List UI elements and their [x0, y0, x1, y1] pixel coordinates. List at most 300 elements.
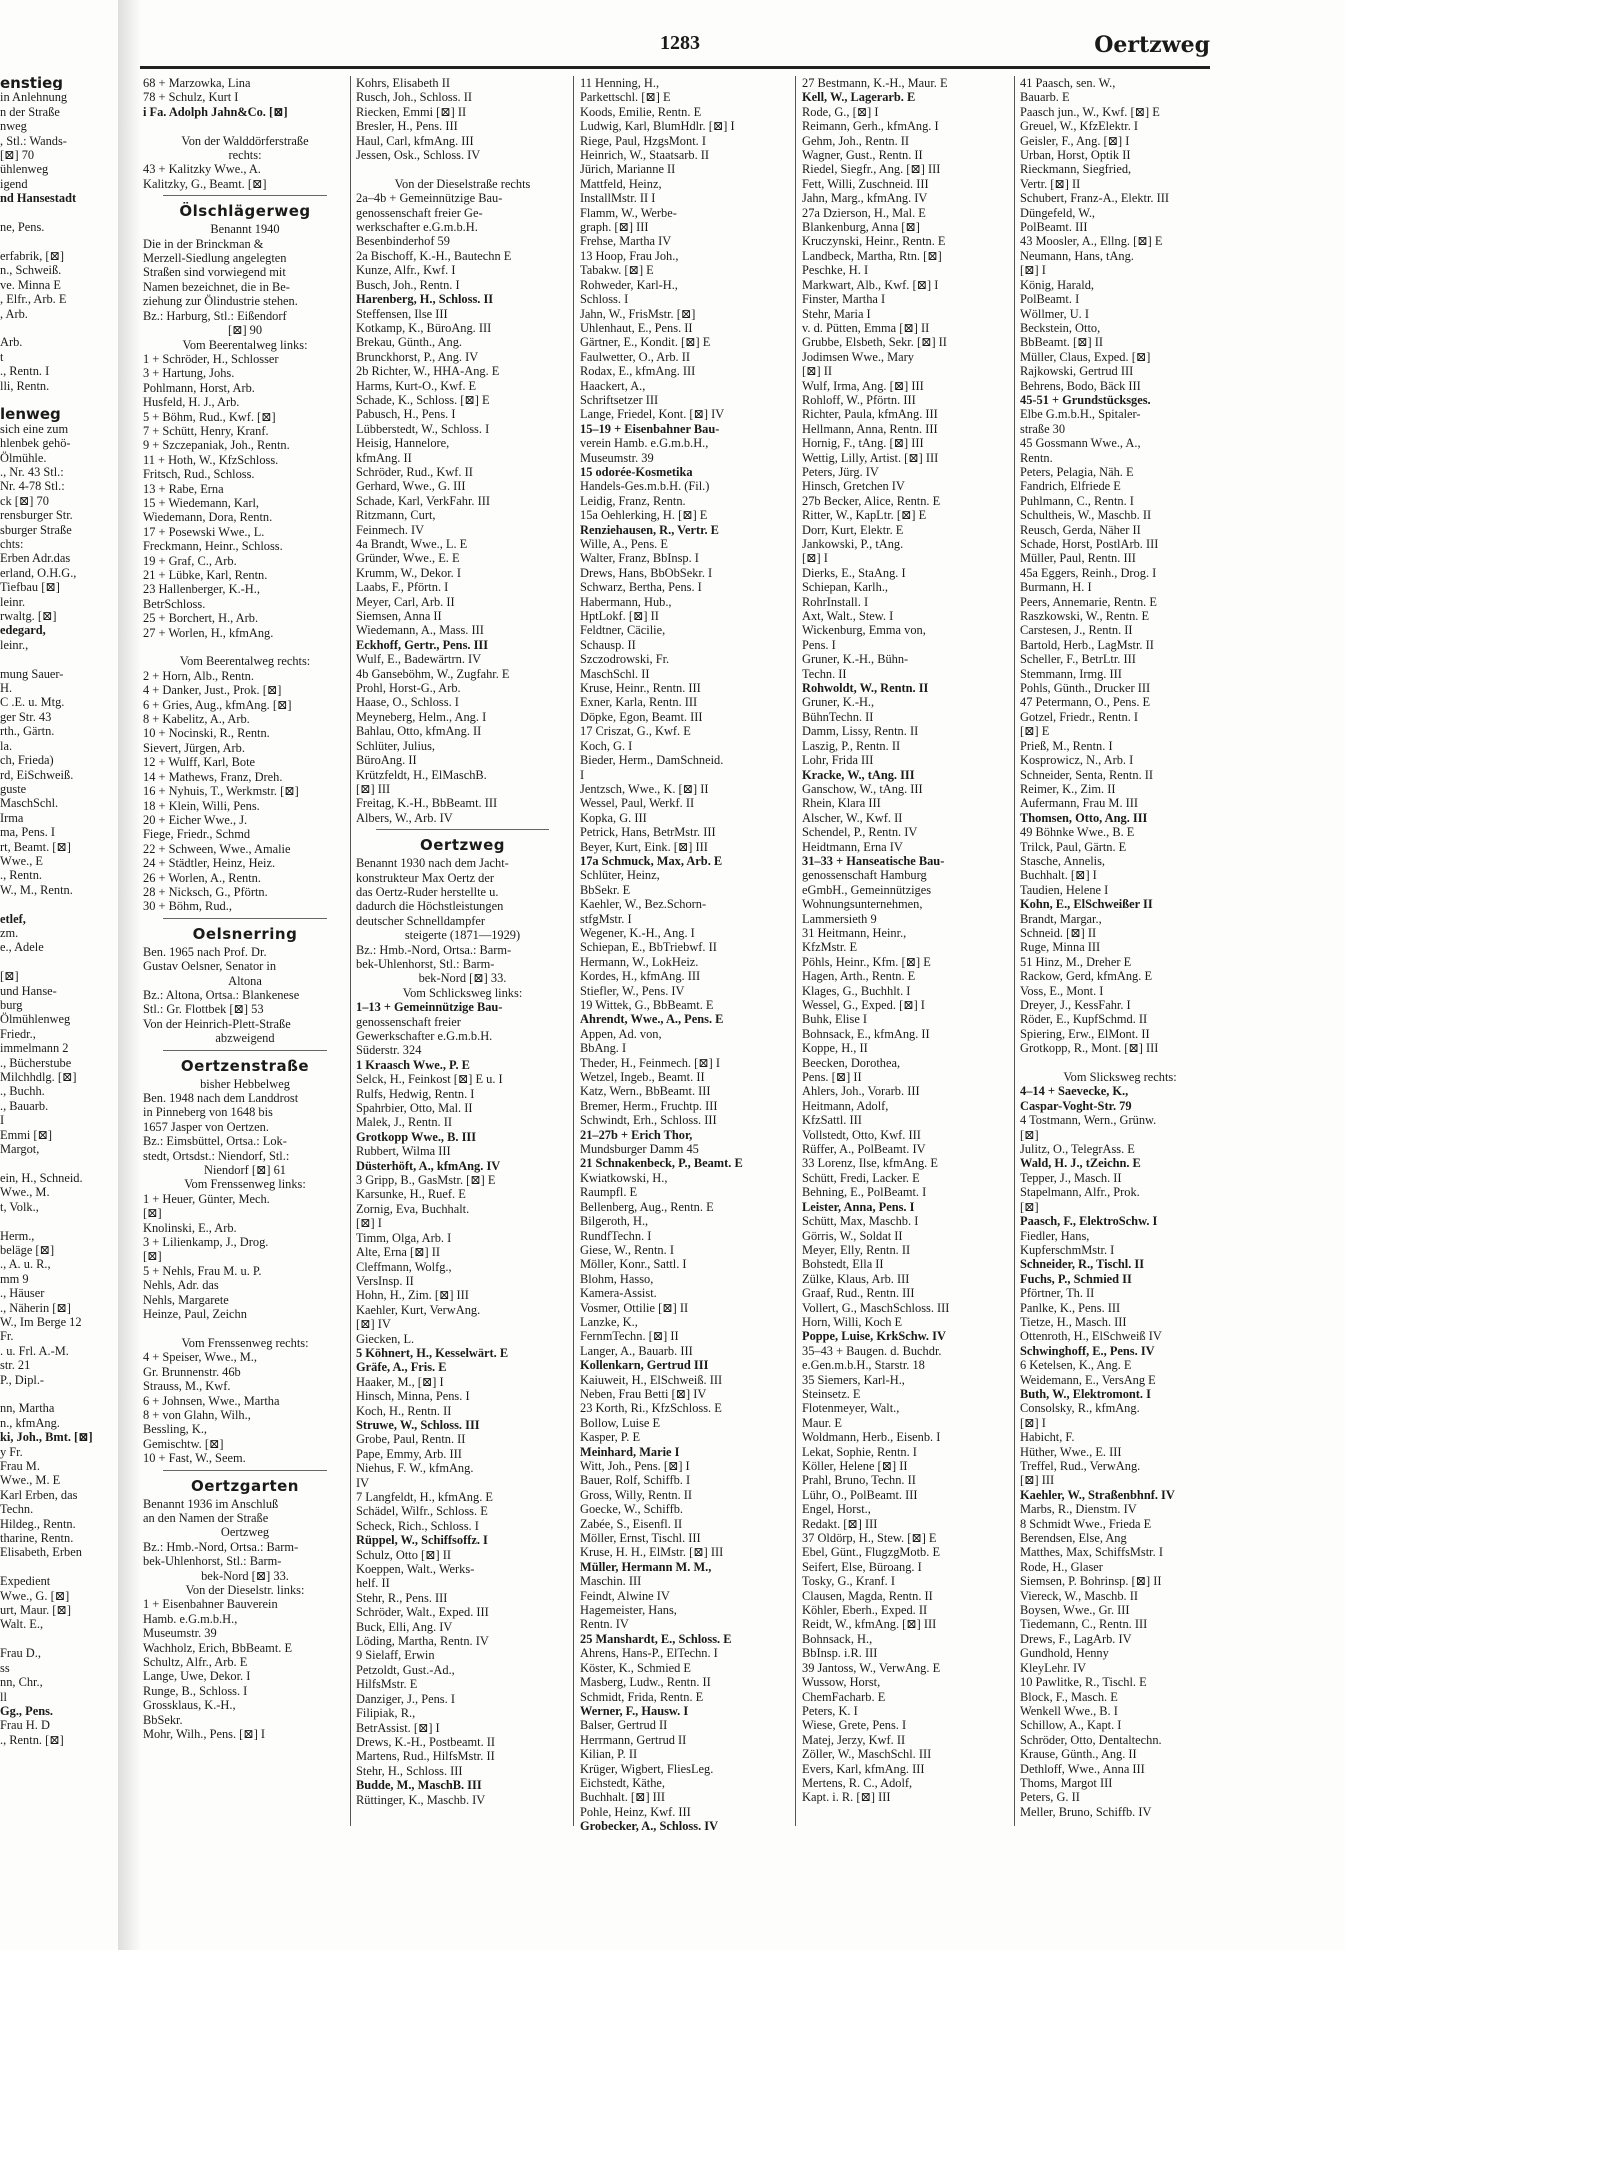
- column-rule: [795, 76, 796, 1826]
- directory-entry: Schultz, Alfr., Arb. E: [143, 1655, 248, 1670]
- directory-entry: Von der Heinrich-Plett-Straße: [143, 1016, 291, 1031]
- directory-entry: Strauss, M., Kwf.: [143, 1379, 231, 1394]
- directory-entry: Buhk, Elise I: [802, 1012, 868, 1027]
- directory-entry: Matej, Jerzy, Kwf. II: [802, 1732, 906, 1747]
- directory-entry: Schmidt, Frida, Rentn. E: [580, 1689, 704, 1704]
- directory-entry: Heinrich, W., Staatsarb. II: [580, 148, 710, 163]
- street-note: Von der Dieselstraße rechts: [394, 176, 531, 191]
- directory-entry: 26 + Worlen, A., Rentn.: [143, 870, 261, 885]
- directory-entry: Laabs, F., Pförtn. I: [356, 580, 449, 595]
- directory-entry: W., M., Rentn.: [0, 882, 73, 897]
- directory-entry: Brandt, Margar.,: [1020, 911, 1102, 926]
- directory-entry: Ölmühlenweg: [0, 1012, 71, 1027]
- directory-entry: ss: [0, 1660, 10, 1675]
- directory-entry: Rieckmann, Siegfried,: [1020, 162, 1132, 177]
- directory-entry: Rüffer, A., PolBeamt. IV: [802, 1142, 926, 1157]
- directory-entry: 14 + Mathews, Franz, Dreh.: [143, 769, 283, 784]
- directory-entry: Dorr, Kurt, Elektr. E: [802, 522, 904, 537]
- directory-entry: Müller, Hermann M. M.,: [580, 1559, 712, 1574]
- directory-entry: 17a Schmuck, Max, Arb. E: [580, 853, 723, 868]
- directory-entry: 4–14 + Saevecke, K.,: [1020, 1084, 1129, 1099]
- directory-entry: 27 + Worlen, H., kfmAng.: [143, 625, 274, 640]
- directory-entry: 4 + Speiser, Wwe., M.,: [143, 1350, 257, 1365]
- directory-entry: verein Hamb. e.G.m.b.H.,: [580, 436, 709, 451]
- street-note: rechts:: [228, 148, 262, 163]
- directory-entry: Tiefbau [⊠]: [0, 580, 60, 595]
- directory-entry: Arb.: [0, 335, 23, 350]
- directory-entry: Schubert, Franz-A., Elektr. III: [1020, 191, 1169, 206]
- directory-entry: Emmi [⊠]: [0, 1127, 53, 1142]
- directory-entry: ger Str. 43: [0, 709, 52, 724]
- directory-entry: Ganschow, W., tAng. III: [802, 781, 923, 796]
- street-note: Oertzweg: [220, 1525, 270, 1540]
- directory-entry: beläge [⊠]: [0, 1242, 55, 1257]
- directory-entry: stfgMstr. I: [580, 911, 632, 926]
- directory-entry: Köster, K., Schmied E: [580, 1660, 692, 1675]
- directory-entry: Buchhalt. [⊠] III: [580, 1790, 666, 1805]
- directory-entry: 39 Jantoss, W., VerwAng. E: [802, 1660, 941, 1675]
- directory-entry: Siemsen, Anna II: [356, 609, 442, 624]
- directory-entry: Gruner, K.-H., Bühn-: [802, 652, 909, 667]
- directory-entry: 13 + Rabe, Erna: [143, 481, 224, 496]
- directory-entry: Damm, Lissy, Rentn. II: [802, 724, 919, 739]
- directory-entry: Wenkell Wwe., B. I: [1020, 1703, 1118, 1718]
- directory-entry: BühnTechn. II: [802, 709, 874, 724]
- directory-entry: chts:: [0, 537, 24, 551]
- directory-entry: Wwe., M. E: [0, 1473, 61, 1488]
- directory-entry: P., Dipl.-: [0, 1372, 45, 1387]
- directory-entry: Axt, Walt., Stew. I: [802, 609, 894, 624]
- directory-entry: in Pinneberg von 1648 bis: [143, 1105, 273, 1120]
- directory-entry: Rohloff, W., Pförtn. III: [802, 392, 916, 407]
- directory-entry: Peters, K. I: [802, 1703, 858, 1718]
- directory-entry: Ottenroth, H., ElSchweiß IV: [1020, 1329, 1162, 1344]
- directory-entry: Bz.: Harburg, Stl.: Eißendorf: [143, 308, 287, 323]
- directory-entry: Grossklaus, K.-H.,: [143, 1698, 236, 1713]
- directory-entry: Rode, H., Glaser: [1020, 1559, 1103, 1574]
- directory-entry: 35 Siemers, Karl-H.,: [802, 1372, 905, 1387]
- directory-entry: Haackert, A.,: [580, 378, 646, 393]
- directory-entry: 3 + Lilienkamp, J., Drog.: [143, 1235, 269, 1250]
- directory-entry: 8 Schmidt Wwe., Frieda E: [1020, 1516, 1152, 1531]
- directory-entry: Fandrich, Elfriede E: [1020, 479, 1121, 494]
- directory-entry: Weidemann, E., VersAng E: [1020, 1372, 1156, 1387]
- directory-entry: Maur. E: [802, 1415, 842, 1430]
- directory-entry: Julitz, O., TelegrAss. E: [1020, 1142, 1135, 1157]
- directory-entry: PolBeamt. III: [1020, 220, 1088, 235]
- header-rule: [140, 66, 1210, 69]
- directory-entry: Stiefler, W., Pens. IV: [580, 983, 685, 998]
- directory-entry: 15–19 + Eisenbahner Bau-: [580, 421, 720, 436]
- street-note: Benannt 1940: [210, 222, 280, 237]
- directory-entry: Leister, Anna, Pens. I: [802, 1199, 915, 1214]
- directory-entry: Wachholz, Erich, BbBeamt. E: [143, 1640, 293, 1655]
- directory-entry: Köller, Helene [⊠] II: [802, 1459, 908, 1473]
- directory-entry: 8 + Kabelitz, A., Arb.: [143, 712, 250, 727]
- directory-entry: HptLokf. [⊠] II: [580, 609, 659, 624]
- directory-entry: KupferschmMstr. I: [1020, 1242, 1115, 1257]
- directory-entry: Bohstedt, Ella II: [802, 1257, 884, 1272]
- directory-entry: Brekau, Günth., Ang.: [356, 335, 462, 350]
- directory-entry: Hornig, F., tAng. [⊠] III: [802, 436, 924, 451]
- directory-entry: leinr.: [0, 594, 26, 609]
- directory-entry: Filipiak, R.,: [356, 1706, 416, 1721]
- directory-entry: 41 Paasch, sen. W.,: [1020, 76, 1116, 90]
- street-note: bisher Hebbelweg: [200, 1076, 290, 1091]
- directory-entry: Exner, Karla, Rentn. III: [580, 695, 698, 710]
- directory-entry: Kollenkarn, Gertrud III: [580, 1358, 709, 1373]
- directory-entry: Petzoldt, Gust.-Ad.,: [356, 1662, 455, 1677]
- directory-entry: 45 Gossmann Wwe., A.,: [1020, 436, 1141, 451]
- directory-entry: Kohrs, Elisabeth II: [356, 76, 450, 90]
- directory-entry: 31 Heitmann, Heinr.,: [802, 925, 907, 940]
- directory-entry: Hermann, W., LokHeiz.: [580, 954, 699, 969]
- section-divider: [163, 918, 327, 919]
- directory-entry: Balser, Gertrud II: [580, 1718, 668, 1733]
- directory-entry: Leidig, Franz, Rentn.: [580, 493, 686, 508]
- directory-entry: Krützfeldt, H., ElMaschB.: [356, 767, 487, 782]
- directory-entry: 5 + Nehls, Frau M. u. P.: [143, 1263, 262, 1278]
- directory-entry: Schütt, Fredi, Lacker. E: [802, 1170, 920, 1185]
- directory-entry: Bresler, H., Pens. III: [356, 119, 458, 134]
- directory-entry: 13 Hoop, Frau Joh.,: [580, 248, 679, 263]
- directory-entry: Jentzsch, Wwe., K. [⊠] II: [580, 781, 709, 796]
- directory-entry: Graaf, Rud., Rentn. III: [802, 1286, 915, 1301]
- directory-entry: Dreyer, J., KessFahr. I: [1020, 998, 1131, 1012]
- directory-entry: Kruse, H. H., ElMstr. [⊠] III: [580, 1545, 724, 1560]
- directory-entry: Rackow, Gerd, kfmAng. E: [1020, 969, 1153, 984]
- directory-entry: Schendel, P., Rentn. IV: [802, 825, 918, 840]
- directory-entry: C .E. u. Mtg.: [0, 695, 65, 710]
- directory-entry: Eichstedt, Käthe,: [580, 1775, 665, 1790]
- directory-entry: Hüther, Wwe., E. III: [1020, 1444, 1122, 1459]
- directory-entry: Taudien, Helene I: [1020, 882, 1109, 897]
- directory-entry: Rode, G., [⊠] I: [802, 104, 879, 119]
- directory-entry: Marbs, R., Dienstm. IV: [1020, 1502, 1137, 1517]
- directory-entry: Bollow, Luise E: [580, 1415, 661, 1430]
- directory-entry: Maschin. III: [580, 1574, 642, 1589]
- directory-entry: Thoms, Margot III: [1020, 1775, 1113, 1790]
- directory-entry: [0, 206, 118, 220]
- directory-entry: Müller, Claus, Exped. [⊠]: [1020, 349, 1151, 364]
- directory-entry: Feinmech. IV: [356, 522, 425, 537]
- directory-entry: Freckmann, Heinr., Schloss.: [143, 539, 283, 554]
- directory-entry: Techn.: [0, 1502, 34, 1517]
- directory-entry: I: [0, 1113, 5, 1128]
- directory-entry: BbSekr. E: [580, 882, 631, 897]
- directory-entry: ch, Frieda): [0, 753, 54, 768]
- directory-entry: 1–13 + Gemeinnützige Bau-: [356, 1000, 503, 1015]
- directory-entry: KfzMstr. E: [802, 940, 858, 955]
- directory-entry: Goecke, W., Schiffb.: [580, 1502, 684, 1517]
- directory-entry: genossenschaft freier: [356, 1014, 461, 1029]
- directory-entry: Rubbert, Wilma III: [356, 1144, 451, 1159]
- directory-entry: [⊠] III: [356, 781, 391, 796]
- directory-entry: Drews, F., LagArb. IV: [1020, 1631, 1132, 1646]
- directory-entry: 6 + Johnsen, Wwe., Martha: [143, 1393, 280, 1408]
- directory-entry: Pöhls, Heinr., Kfm. [⊠] E: [802, 954, 931, 969]
- street-note: steigerte (1871—1929): [404, 928, 521, 943]
- directory-entry: Wickenburg, Emma von,: [802, 623, 926, 638]
- directory-entry: Gruner, K.-H.,: [802, 695, 875, 710]
- directory-entry: bek-Uhlenhorst, Stl.: Barm-: [356, 956, 495, 971]
- directory-entry: Bilgeroth, H.,: [580, 1214, 649, 1229]
- directory-entry: Lühr, O., PolBeamt. III: [802, 1487, 918, 1502]
- directory-entry: Hildeg., Rentn.: [0, 1516, 76, 1531]
- directory-entry: Straßen sind vorwiegend mit: [143, 265, 286, 280]
- directory-entry: [0, 234, 118, 248]
- directory-entry: Fuchs, P., Schmied II: [1020, 1271, 1132, 1286]
- directory-entry: 6 Ketelsen, K., Ang. E: [1020, 1358, 1132, 1373]
- directory-entry: Hinsch, Gretchen IV: [802, 479, 905, 494]
- directory-entry: Witt, Joh., Pens. [⊠] I: [580, 1459, 690, 1473]
- left-page-fragment: [0, 76, 118, 1846]
- directory-entry: Schröder, Walt., Exped. III: [356, 1605, 489, 1620]
- directory-entry: InstallMstr. II I: [580, 191, 656, 206]
- section-divider: [163, 1050, 327, 1051]
- directory-entry: Neben, Frau Betti [⊠] IV: [580, 1386, 707, 1401]
- directory-entry: Knolinski, E., Arb.: [143, 1220, 237, 1235]
- directory-entry: Haul, Carl, kfmAng. III: [356, 133, 474, 148]
- directory-entry: Panlke, K., Pens. III: [1020, 1300, 1121, 1315]
- directory-entry: 11 Henning, H.,: [580, 76, 660, 90]
- directory-entry: Jürich, Marianne II: [580, 162, 676, 177]
- directory-entry: IV: [356, 1475, 370, 1490]
- directory-entry: Lange, Uwe, Dekor. I: [143, 1669, 251, 1684]
- directory-entry: Jessen, Osk., Schloss. IV: [356, 148, 481, 163]
- directory-entry: Viereck, W., Maschb. II: [1020, 1588, 1138, 1603]
- directory-entry: zm.: [0, 925, 19, 940]
- directory-entry: Gräfe, A., Fris. E: [356, 1360, 447, 1375]
- directory-entry: Zornig, Eva, Buchhalt.: [356, 1201, 470, 1216]
- directory-entry: Drews, K.-H., Postbeamt. II: [356, 1734, 496, 1749]
- directory-entry: Gross, Willy, Rentn. II: [580, 1487, 693, 1502]
- directory-entry: Behning, E., PolBeamt. I: [802, 1185, 927, 1200]
- directory-entry: 27b Becker, Alice, Rentn. E: [802, 493, 941, 508]
- directory-entry: Nehls, Adr. das: [143, 1278, 219, 1293]
- directory-entry: Meyneberg, Helm., Ang. I: [356, 709, 487, 724]
- directory-entry: Jahn, W., FrisMstr. [⊠]: [580, 306, 696, 321]
- directory-entry: Peters, Jürg. IV: [802, 464, 879, 479]
- directory-entry: Rentn. IV: [580, 1617, 629, 1632]
- directory-entry: Namen bezeichnet, die in Be-: [143, 279, 290, 294]
- directory-entry: Timm, Olga, Arb. I: [356, 1230, 452, 1245]
- directory-entry: Karsunke, H., Ruef. E: [356, 1187, 466, 1202]
- directory-entry: Karl Erben, das: [0, 1487, 78, 1502]
- directory-entry: Danziger, J., Pens. I: [356, 1691, 455, 1706]
- directory-entry: Stehr, R., Pens. III: [356, 1590, 448, 1605]
- directory-entry: Spiering, Erw., ElMont. II: [1020, 1026, 1150, 1041]
- directory-entry: [⊠]: [143, 1249, 162, 1264]
- directory-entry: Ben. 1948 nach dem Landdrost: [143, 1091, 299, 1105]
- directory-entry: Beecken, Dorothea,: [802, 1055, 901, 1070]
- directory-entry: Hagemeister, Hans,: [580, 1603, 677, 1618]
- directory-entry: Busch, Joh., Rentn. I: [356, 277, 460, 292]
- directory-entry: Kilian, P. II: [580, 1747, 638, 1762]
- directory-entry: Niehus, F. W., kfmAng.: [356, 1461, 474, 1476]
- directory-entry: 1 + Schröder, H., Schlosser: [143, 351, 279, 366]
- directory-entry: Kaehler, W., Bez.Schorn-: [580, 897, 707, 912]
- directory-entry: Tepper, J., Masch. II: [1020, 1170, 1122, 1185]
- directory-entry: Rohweder, Karl-H.,: [580, 277, 678, 292]
- directory-entry: MaschSchl.: [0, 796, 59, 811]
- directory-entry: Flamm, W., Werbe-: [580, 205, 677, 220]
- directory-entry: BetrSchloss.: [143, 596, 206, 611]
- directory-entry: t, Volk.,: [0, 1199, 39, 1214]
- column-rule: [1014, 76, 1015, 1826]
- directory-entry: 3 Gripp, B., GasMstr. [⊠] E: [356, 1173, 496, 1188]
- directory-entry: in Anlehnung: [0, 90, 68, 105]
- directory-entry: Haase, O., Schloss. I: [356, 695, 459, 710]
- directory-entry: Struwe, W., Schloss. III: [356, 1417, 480, 1432]
- directory-entry: [0, 1214, 118, 1228]
- directory-entry: [1020, 1056, 1220, 1070]
- street-heading: Oelsnerring: [192, 924, 298, 943]
- directory-entry: Grobe, Paul, Rentn. II: [356, 1432, 466, 1447]
- directory-entry: ck [⊠] 70: [0, 493, 49, 508]
- directory-entry: , Elfr., Arb. E: [0, 292, 67, 307]
- directory-entry: Carstesen, J., Rentn. II: [1020, 623, 1133, 638]
- directory-entry: Kohn, E., ElSchweißer II: [1020, 897, 1153, 912]
- directory-entry: Kell, W., Lagerarb. E: [802, 90, 916, 105]
- directory-entry: Fett, Willi, Zuschneid. III: [802, 176, 929, 191]
- directory-entry: Tiedemann, C., Rentn. III: [1020, 1617, 1148, 1632]
- directory-entry: e.Gen.m.b.H., Starstr. 18: [802, 1358, 925, 1373]
- directory-entry: Wwe., G. [⊠]: [0, 1588, 70, 1603]
- directory-entry: Markwart, Alb., Kwf. [⊠] I: [802, 277, 939, 292]
- directory-entry: [0, 652, 118, 666]
- directory-entry: nn, Martha: [0, 1401, 55, 1416]
- street-note: Von der Walddörferstraße: [181, 133, 309, 148]
- directory-entry: 49 Böhnke Wwe., B. E: [1020, 825, 1135, 840]
- directory-entry: Reidt, W., kfmAng. [⊠] III: [802, 1617, 937, 1632]
- directory-entry: Raumpfl. E: [580, 1185, 638, 1200]
- directory-entry: Koppe, H., II: [802, 1041, 868, 1056]
- directory-entry: Pohls, Günth., Drucker III: [1020, 681, 1151, 696]
- directory-entry: 2a–4b + Gemeinnützige Bau-: [356, 191, 503, 206]
- directory-entry: Voss, E., Mont. I: [1020, 983, 1104, 998]
- directory-entry: Woldmann, Herb., Eisenb. I: [802, 1430, 941, 1445]
- directory-entry: Greuel, W., KfzElektr. I: [1020, 119, 1139, 134]
- directory-entry: und Hanse-: [0, 983, 57, 998]
- page-header: [140, 32, 1210, 68]
- directory-entry: Ahrens, Hans-P., ElTechn. I: [580, 1646, 718, 1661]
- directory-entry: Schwinghoff, E., Pens. IV: [1020, 1343, 1155, 1358]
- directory-entry: Vertr. [⊠] II: [1020, 176, 1081, 191]
- directory-entry: Schade, Horst, PostlArb. III: [1020, 537, 1159, 551]
- directory-entry: 4a Brandt, Wwe., L. E: [356, 537, 468, 551]
- running-street-header: Oertzweg: [1094, 32, 1210, 58]
- directory-entry: Görris, W., Soldat II: [802, 1228, 903, 1243]
- column-rule: [350, 76, 351, 1826]
- directory-entry: Kosprowicz, N., Arb. I: [1020, 753, 1134, 768]
- directory-entry: Elbe G.m.b.H., Spitaler-: [1020, 407, 1141, 422]
- directory-entry: Beckstein, Otto,: [1020, 320, 1101, 335]
- directory-entry: Möller, Konr., Sattl. I: [580, 1257, 687, 1272]
- directory-entry: Meller, Bruno, Schiffb. IV: [1020, 1804, 1152, 1819]
- directory-entry: Kamera-Assist.: [580, 1286, 657, 1301]
- directory-entry: bek-Uhlenhorst, Stl.: Barm-: [143, 1554, 282, 1569]
- directory-entry: genossenschaft Hamburg: [802, 868, 927, 883]
- directory-entry: Schneid. [⊠] II: [1020, 925, 1097, 940]
- directory-entry: Pförtner, Th. II: [1020, 1286, 1095, 1301]
- directory-entry: ziehung zur Ölindustrie stehen.: [143, 294, 298, 309]
- directory-entry: rwaltg. [⊠]: [0, 609, 57, 624]
- directory-entry: Nr. 4-78 Stl.:: [0, 479, 65, 494]
- directory-entry: [⊠] II: [802, 364, 832, 379]
- directory-entry: Schiepan, Karlh.,: [802, 580, 889, 595]
- directory-entry: Landbeck, Martha, Rtn. [⊠]: [802, 248, 942, 263]
- directory-entry: Runge, B., Schloss. I: [143, 1683, 248, 1698]
- street-note: abzweigend: [215, 1031, 275, 1046]
- directory-entry: Horn, Willi, Koch E: [802, 1314, 903, 1329]
- directory-entry: Stasche, Annelis,: [1020, 853, 1106, 868]
- directory-entry: Stapelmann, Alfr., Prok.: [1020, 1185, 1140, 1200]
- directory-entry: la.: [0, 738, 13, 753]
- directory-entry: Burmann, H. I: [1020, 580, 1092, 595]
- directory-entry: Fr.: [0, 1329, 14, 1344]
- directory-entry: Laszig, P., Rentn. II: [802, 738, 901, 753]
- street-note: Altona: [228, 973, 262, 988]
- directory-entry: Wiese, Grete, Pens. I: [802, 1718, 907, 1733]
- directory-entry: Freitag, K.-H., BbBeamt. III: [356, 796, 498, 811]
- directory-entry: Wessel, G., Exped. [⊠] I: [802, 998, 925, 1012]
- directory-entry: Wöllmer, U. I: [1020, 306, 1090, 321]
- directory-entry: Pohlmann, Horst, Arb.: [143, 380, 255, 395]
- directory-entry: Haaker, M., [⊠] I: [356, 1374, 444, 1389]
- directory-entry: Schneider, R., Tischl. II: [1020, 1257, 1145, 1272]
- directory-entry: Peers, Annemarie, Rentn. E: [1020, 594, 1157, 609]
- directory-entry: rth., Gärtn.: [0, 724, 55, 739]
- directory-entry: Drews, Hans, BbObSekr. I: [580, 565, 713, 580]
- directory-entry: Blohm, Hasso,: [580, 1271, 654, 1286]
- directory-entry: Grotkopp Wwe., B. III: [356, 1129, 477, 1144]
- directory-entry: Techn. II: [802, 666, 847, 681]
- directory-entry: Werner, F., Hausw. I: [580, 1703, 689, 1718]
- directory-entry: Meyer, Carl, Arb. II: [356, 594, 455, 609]
- directory-entry: Meinhard, Marie I: [580, 1444, 680, 1459]
- directory-entry: 21 Schnakenbeck, P., Beamt. E: [580, 1156, 743, 1171]
- directory-entry: 2 + Horn, Alb., Rentn.: [143, 668, 254, 683]
- directory-entry: Riecken, Emmi [⊠] II: [356, 104, 467, 119]
- directory-entry: Bauarb. E: [1020, 90, 1070, 105]
- directory-entry: Ritzmann, Curt,: [356, 508, 436, 523]
- directory-entry: 1 + Heuer, Günter, Mech.: [143, 1191, 270, 1206]
- directory-entry: Reimer, K., Zim. II: [1020, 781, 1116, 796]
- directory-entry: Buck, Elli, Ang. IV: [356, 1619, 453, 1634]
- directory-entry: Rüttinger, K., Maschb. IV: [356, 1792, 486, 1807]
- directory-entry: Schade, Karl, VerkFahr. III: [356, 493, 490, 508]
- directory-entry: an den Namen der Straße: [143, 1510, 269, 1525]
- directory-entry: [0, 955, 118, 969]
- directory-entry: 7 + Schütt, Henry, Kranf.: [143, 423, 269, 438]
- directory-entry: [143, 640, 347, 654]
- directory-entry: Kordes, H., kfmAng. III: [580, 969, 701, 984]
- directory-entry: Hamb. e.G.m.b.H.,: [143, 1611, 238, 1626]
- directory-entry: Parkettschl. [⊠] E: [580, 90, 671, 105]
- directory-entry: Pohle, Heinz, Kwf. III: [580, 1804, 691, 1819]
- directory-entry: 43 + Kalitzky Wwe., A.: [143, 162, 261, 177]
- directory-entry: 15 + Wiedemann, Karl,: [143, 495, 260, 510]
- page-number: 1283: [660, 32, 700, 54]
- directory-entry: 15 odorée-Kosmetika: [580, 464, 693, 479]
- directory-entry: ., Häuser: [0, 1286, 45, 1301]
- directory-entry: ., Rentn. I: [0, 364, 50, 379]
- directory-entry: 4b Ganseböhm, W., Zugfahr. E: [356, 666, 510, 681]
- directory-entry: kfmAng. II: [356, 450, 412, 465]
- directory-entry: lli, Rentn.: [0, 378, 50, 393]
- directory-entry: 45a Eggers, Reinh., Drog. I: [1020, 565, 1157, 580]
